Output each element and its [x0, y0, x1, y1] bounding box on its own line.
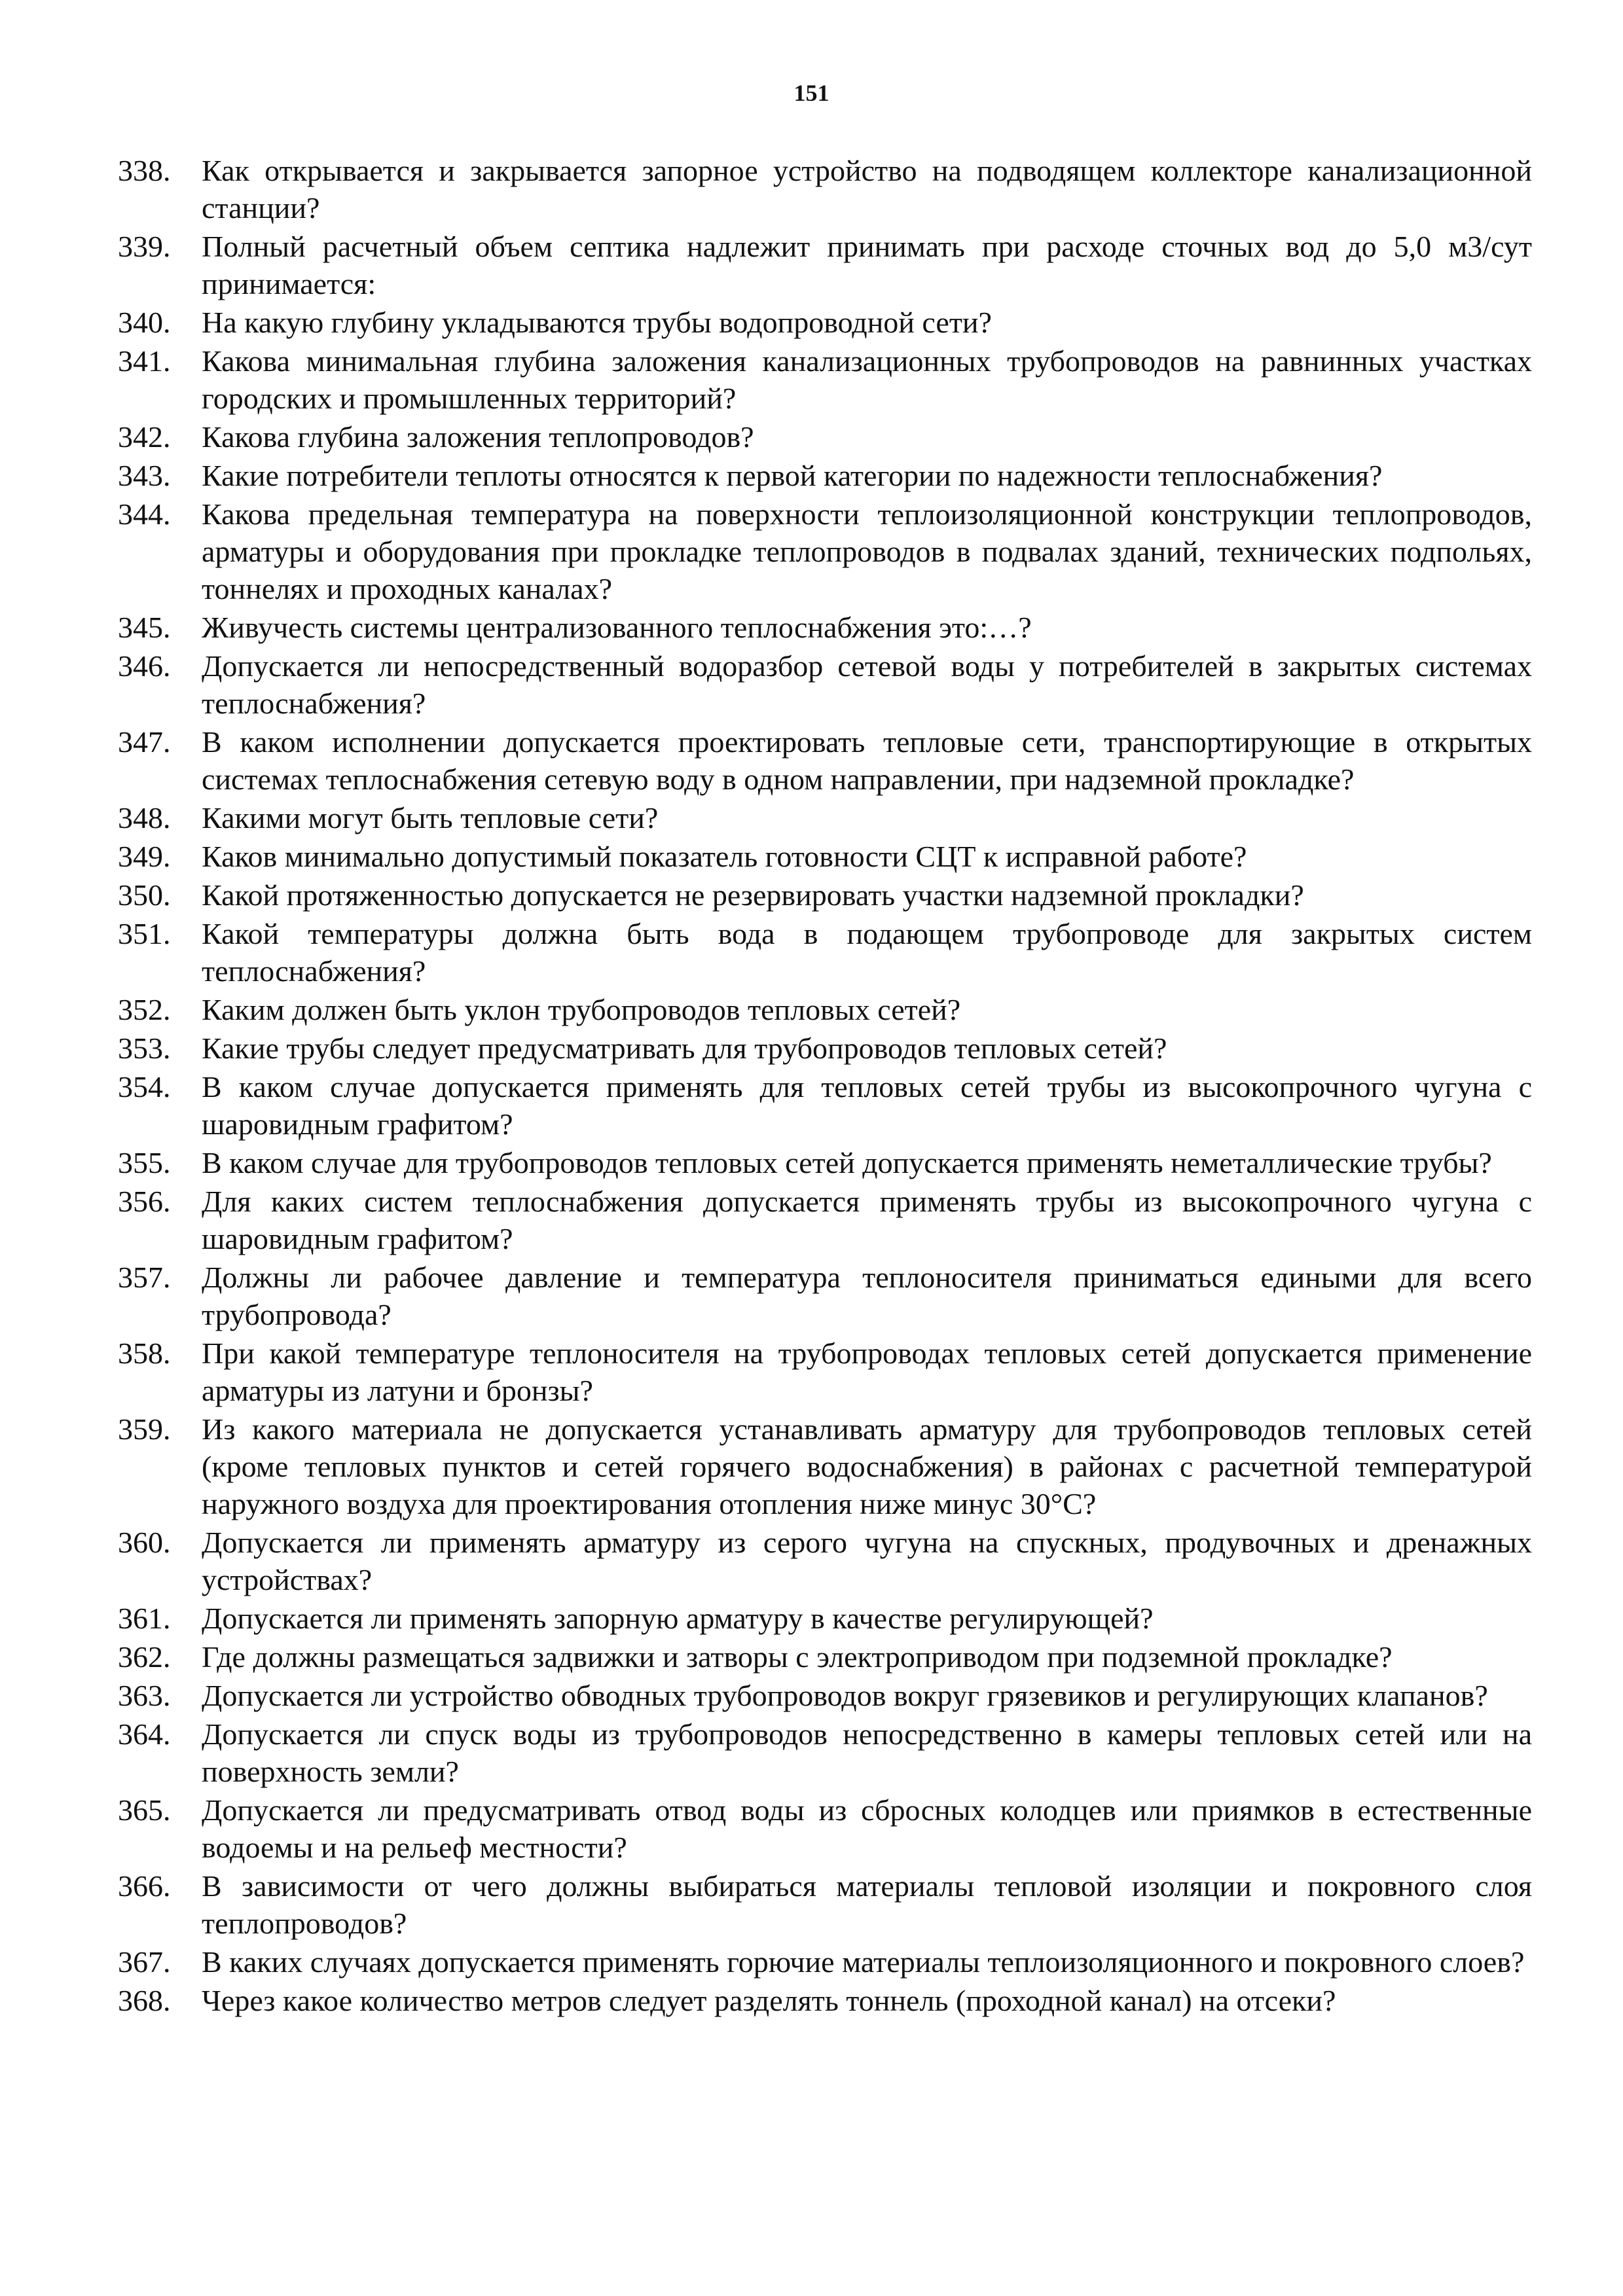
question-item	[118, 418, 1532, 456]
question-item	[118, 495, 1532, 607]
question-item	[118, 991, 1532, 1028]
question-text: При какой температуре теплоносителя на трубопроводах тепловых сетей допускается применение арматуры из латуни и бронзы?	[202, 1336, 1532, 1407]
question-number: 355.	[118, 1146, 171, 1179]
question-item	[118, 1638, 1532, 1676]
question-number: 361.	[118, 1602, 171, 1635]
question-item	[118, 1943, 1532, 1981]
question-text: В каком исполнении допускается проектировать тепловые сети, транспортирующие в открытых системах теплоснабжения сетевую воду в одном направлении, при надземной прокладке?	[202, 725, 1532, 796]
question-text: В зависимости от чего должны выбираться материалы тепловой изоляции и покровного слоя теплопроводов?	[202, 1869, 1532, 1940]
question-item	[118, 1144, 1532, 1181]
question-item	[118, 1030, 1532, 1067]
question-item	[118, 647, 1532, 722]
question-number: 364.	[118, 1717, 171, 1751]
question-text: Каков минимально допустимый показатель готовности СЦТ к исправной работе?	[202, 840, 1247, 873]
question-item	[118, 723, 1532, 798]
question-text: Допускается ли предусматривать отвод воды из сбросных колодцев или приямков в естественные водоемы и на рельеф местности?	[202, 1793, 1532, 1864]
question-number: 353.	[118, 1031, 171, 1065]
question-number: 342.	[118, 420, 171, 454]
question-number: 351.	[118, 917, 171, 950]
question-number: 341.	[118, 344, 171, 378]
question-number: 362.	[118, 1640, 171, 1674]
question-text: Допускается ли устройство обводных трубопроводов вокруг грязевиков и регулирующих клапанов?	[202, 1679, 1488, 1712]
question-item	[118, 457, 1532, 494]
question-number: 363.	[118, 1679, 171, 1712]
question-number: 350.	[118, 878, 171, 912]
question-text: Должны ли рабочее давление и температура теплоносителя приниматься едиными для всего трубопровода?	[202, 1261, 1532, 1331]
question-text: Какова предельная температура на поверхности теплоизоляционной конструкции теплопроводов, арматуры и оборудования при прокладке теплопроводов в подвалах зданий, технических подпольях, тоннелях и проходных каналах?	[202, 497, 1532, 605]
question-text: Для каких систем теплоснабжения допускается применять трубы из высокопрочного чугуна с шаровидным графитом?	[202, 1185, 1532, 1255]
question-number: 354.	[118, 1070, 171, 1103]
question-text: Допускается ли применять запорную арматуру в качестве регулирующей?	[202, 1602, 1154, 1635]
question-text: В каком случае допускается применять для тепловых сетей трубы из высокопрочного чугуна с шаровидным графитом?	[202, 1070, 1532, 1141]
question-item	[118, 876, 1532, 914]
question-text: Из какого материала не допускается устанавливать арматуру для трубопроводов тепловых сетей (кроме тепловых пунктов и сетей горячего водоснабжения) в районах с расчетной температурой наружного воздуха для проектирования отопления ниже минус 30°С?	[202, 1412, 1532, 1520]
page-number: 151	[793, 80, 830, 106]
question-number: 367.	[118, 1945, 171, 1979]
question-item	[118, 915, 1532, 990]
question-item	[118, 838, 1532, 875]
question-text: Полный расчетный объем септика надлежит принимать при расходе сточных вод до 5,0 м3/сут принимается:	[202, 230, 1532, 300]
question-number: 345.	[118, 611, 171, 644]
question-item	[118, 228, 1532, 302]
question-number: 339.	[118, 230, 171, 263]
question-number: 346.	[118, 649, 171, 683]
question-item	[118, 152, 1532, 226]
question-number: 344.	[118, 497, 171, 531]
question-item	[118, 799, 1532, 836]
question-number: 358.	[118, 1336, 171, 1370]
question-text: Какова глубина заложения теплопроводов?	[202, 420, 754, 454]
question-item	[118, 1715, 1532, 1790]
question-text: Какими могут быть тепловые сети?	[202, 801, 659, 834]
question-text: Где должны размещаться задвижки и затворы с электроприводом при подземной прокладке?	[202, 1640, 1393, 1674]
question-number: 347.	[118, 725, 171, 759]
question-number: 352.	[118, 993, 171, 1026]
question-item	[118, 304, 1532, 341]
question-item	[118, 342, 1532, 417]
question-text: Какие трубы следует предусматривать для трубопроводов тепловых сетей?	[202, 1031, 1167, 1065]
question-item	[118, 1068, 1532, 1143]
question-text: Допускается ли непосредственный водоразбор сетевой воды у потребителей в закрытых системах теплоснабжения?	[202, 649, 1532, 720]
question-text: В каких случаях допускается применять горючие материалы теплоизоляционного и покровного слоев?	[202, 1945, 1525, 1979]
question-number: 368.	[118, 1984, 171, 2017]
question-text: На какую глубину укладываются трубы водопроводной сети?	[202, 306, 992, 339]
question-text: Допускается ли применять арматуру из серого чугуна на спускных, продувочных и дренажных устройствах?	[202, 1526, 1532, 1596]
question-number: 365.	[118, 1793, 171, 1827]
question-text: Как открывается и закрывается запорное устройство на подводящем коллекторе канализационной станции?	[202, 154, 1532, 224]
question-text: Каким должен быть уклон трубопроводов тепловых сетей?	[202, 993, 961, 1026]
question-number: 357.	[118, 1261, 171, 1294]
question-number: 360.	[118, 1526, 171, 1559]
question-item	[118, 1677, 1532, 1714]
question-number: 356.	[118, 1185, 171, 1218]
question-item	[118, 609, 1532, 646]
question-item	[118, 1867, 1532, 1942]
question-item	[118, 1982, 1532, 2019]
question-item	[118, 1183, 1532, 1257]
question-text: Какой протяженностью допускается не резервировать участки надземной прокладки?	[202, 878, 1304, 912]
question-number: 338.	[118, 154, 171, 187]
question-number: 340.	[118, 306, 171, 339]
question-text: Живучесть системы централизованного теплоснабжения это:…?	[202, 611, 1032, 644]
question-text: В каком случае для трубопроводов тепловых сетей допускается применять неметаллические трубы?	[202, 1146, 1492, 1179]
question-item	[118, 1259, 1532, 1333]
question-number: 349.	[118, 840, 171, 873]
question-item	[118, 1791, 1532, 1866]
question-item	[118, 1410, 1532, 1522]
question-number: 359.	[118, 1412, 171, 1446]
question-text: Какие потребители теплоты относятся к первой категории по надежности теплоснабжения?	[202, 459, 1383, 492]
question-text: Допускается ли спуск воды из трубопроводов непосредственно в камеры тепловых сетей или на поверхность земли?	[202, 1717, 1532, 1788]
question-number: 348.	[118, 801, 171, 834]
question-item	[118, 1600, 1532, 1637]
question-list	[118, 152, 1532, 2020]
question-text: Через какое количество метров следует разделять тоннель (проходной канал) на отсеки?	[202, 1984, 1336, 2017]
question-text: Какова минимальная глубина заложения канализационных трубопроводов на равнинных участках городских и промышленных территорий?	[202, 344, 1532, 415]
question-number: 343.	[118, 459, 171, 492]
question-text: Какой температуры должна быть вода в подающем трубопроводе для закрытых систем теплоснабжения?	[202, 917, 1532, 988]
question-number: 366.	[118, 1869, 171, 1903]
question-item	[118, 1335, 1532, 1409]
question-item	[118, 1524, 1532, 1598]
